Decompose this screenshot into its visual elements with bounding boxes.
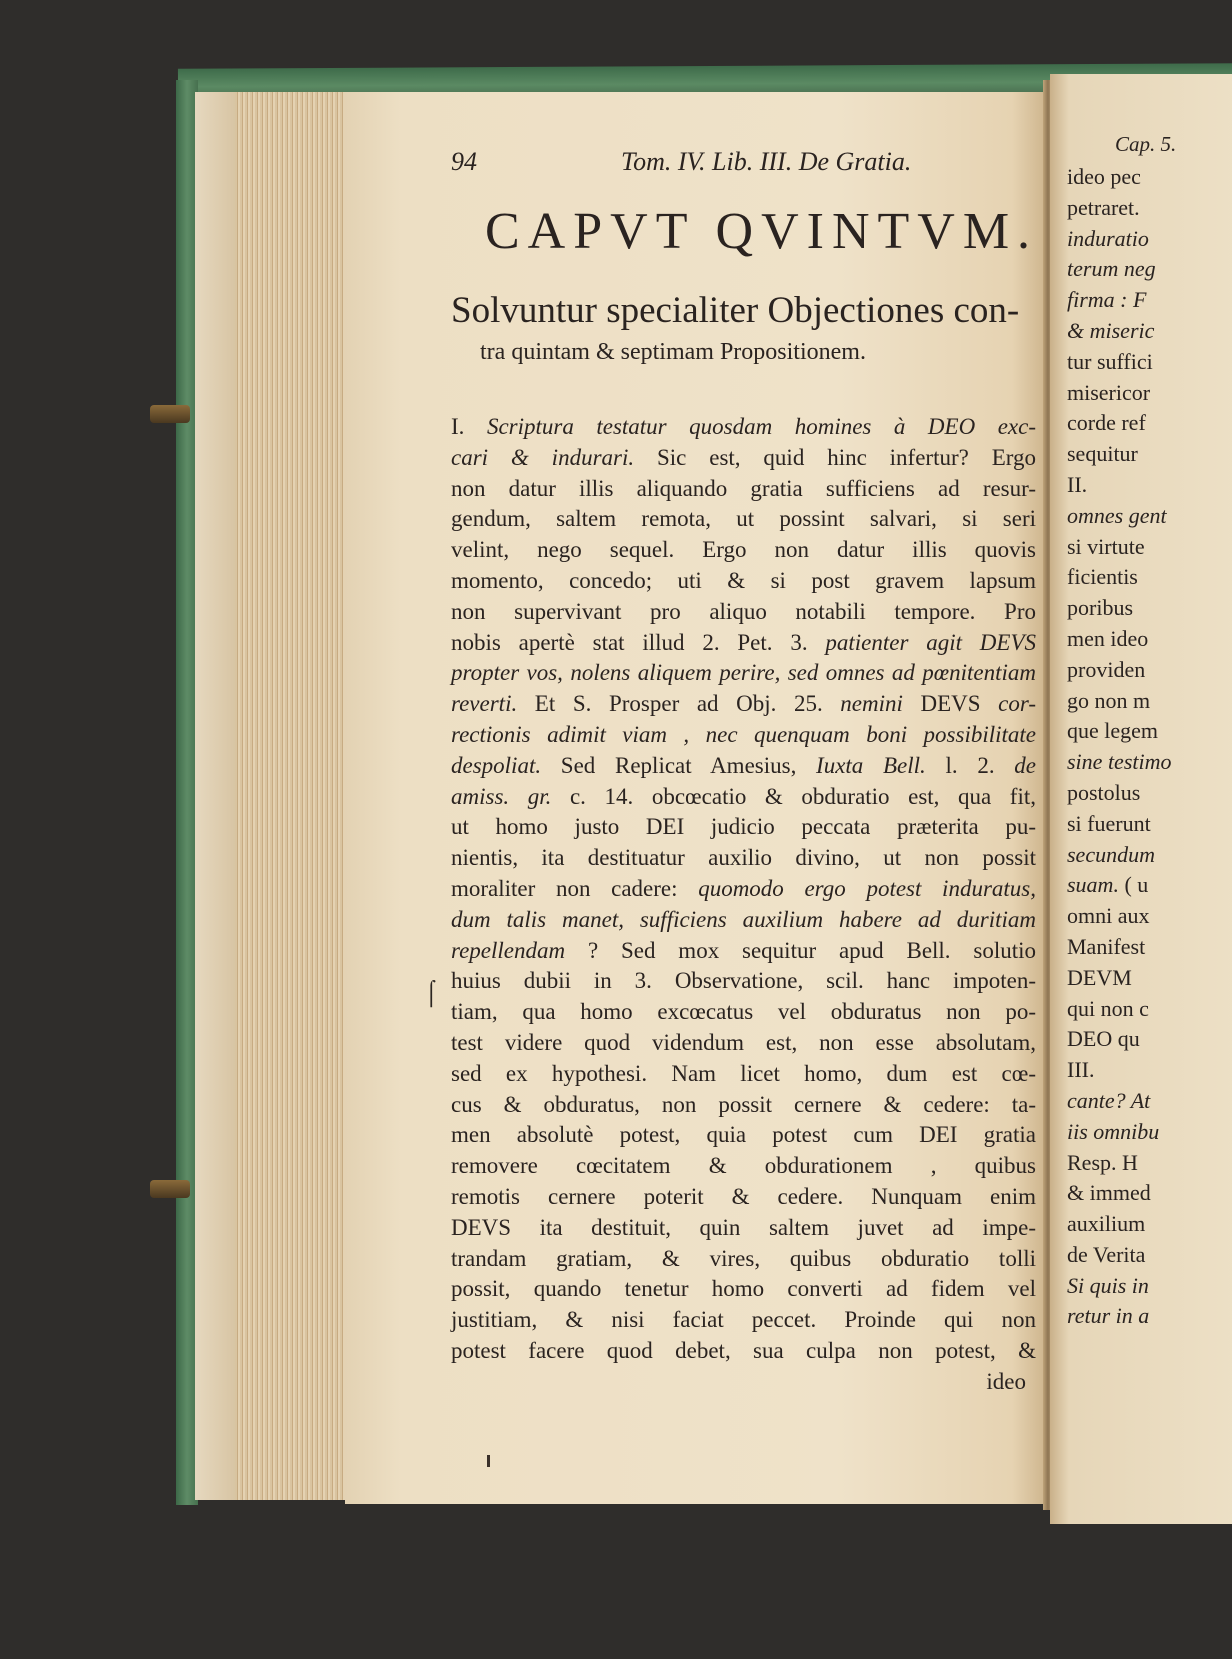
text-line <box>451 843 1036 874</box>
roman-text: omni aux <box>1067 903 1150 929</box>
roman-text: misericor <box>1067 379 1151 405</box>
book-clasp <box>150 405 190 423</box>
text-line <box>451 1274 1036 1305</box>
roman-text: trandam gratiam, & vires, quibus obduratio tolli <box>451 1245 1036 1271</box>
roman-text: momento, concedo; uti & si post gravem lapsum <box>451 567 1036 593</box>
text-line <box>1067 162 1232 193</box>
text-line <box>1067 1271 1232 1302</box>
italic-text: amiss. gr. <box>451 783 552 809</box>
text-line <box>451 535 1036 566</box>
right-page <box>1050 74 1232 1524</box>
roman-text: postolus <box>1067 779 1141 805</box>
roman-text: potest facere quod debet, sua culpa non potest, & <box>451 1337 1036 1363</box>
roman-text: si virtute <box>1067 533 1145 559</box>
text-line <box>1067 408 1232 439</box>
roman-text: providen <box>1067 656 1146 682</box>
text-line <box>1067 1024 1232 1055</box>
roman-text: poribus <box>1067 595 1133 621</box>
text-line <box>451 1120 1036 1151</box>
roman-text: ideo pec <box>1067 164 1141 189</box>
roman-text: non supervivant pro aliquo notabili tempore. Pro <box>451 598 1036 624</box>
roman-text: test videre quod videndum est, non esse absolutam, <box>451 1029 1036 1055</box>
text-line <box>1067 932 1232 963</box>
roman-text: ? Sed mox sequitur apud Bell. solutio <box>565 937 1036 963</box>
italic-text: terum neg <box>1067 256 1156 282</box>
text-line <box>451 597 1036 628</box>
text-line <box>451 874 1036 905</box>
text-line <box>1067 963 1232 994</box>
italic-text: propter vos, nolens aliquem perire, sed omnes ad pœnitentiam <box>451 660 1036 686</box>
italic-text: quomodo ergo potest induratus, <box>698 875 1036 901</box>
left-page <box>345 92 1047 1504</box>
text-line <box>451 628 1036 659</box>
text-line <box>451 936 1036 967</box>
roman-text: moraliter non cadere: <box>451 875 699 901</box>
roman-text: sequitur <box>1067 441 1138 467</box>
text-line <box>1067 778 1232 809</box>
roman-text: huius dubii in 3. Observatione, scil. hanc impoten- <box>451 968 1036 994</box>
text-line <box>451 504 1036 535</box>
italic-text: cante? At <box>1067 1087 1151 1113</box>
italic-text: dum talis manet, sufficiens auxilium habere ad duritiam <box>451 906 1036 932</box>
page-edges <box>195 92 350 1500</box>
running-title: Tom. IV. Lib. III. De Gratia. <box>621 147 912 176</box>
italic-text: omnes gent <box>1067 502 1167 528</box>
roman-text: III. <box>1067 1057 1095 1083</box>
text-line <box>1067 532 1232 563</box>
roman-text: si fuerunt <box>1067 810 1151 836</box>
text-line <box>451 1090 1036 1121</box>
italic-text: patienter agit DEVS <box>825 629 1037 655</box>
roman-text: Sed Replicat Amesius, <box>541 752 817 778</box>
text-line <box>451 412 1036 443</box>
chapter-subtitle-line-2: tra quintam & septimam Propositionem. <box>480 339 866 365</box>
text-line <box>1067 285 1232 316</box>
roman-text: sed ex hypothesi. Nam licet homo, dum est cœ- <box>451 1060 1036 1086</box>
roman-text: velint, nego sequel. Ergo non datur illis quovis <box>451 537 1036 563</box>
italic-text: & miseric <box>1067 317 1155 343</box>
italic-text: reverti. <box>451 691 518 717</box>
italic-text: sine testimo <box>1067 749 1172 775</box>
text-line <box>1067 1301 1232 1332</box>
text-line <box>1067 870 1232 901</box>
roman-text: de Verita <box>1067 1241 1146 1267</box>
roman-text: que legem <box>1067 718 1159 744</box>
text-line <box>1067 470 1232 501</box>
roman-text: DEO qu <box>1067 1026 1140 1052</box>
text-line <box>451 751 1036 782</box>
text-line <box>451 812 1036 843</box>
text-line <box>1067 716 1232 747</box>
text-line <box>1067 316 1232 347</box>
text-line <box>1067 224 1232 255</box>
text-line <box>1067 1117 1232 1148</box>
text-line <box>451 443 1036 474</box>
right-page-text <box>1067 132 1232 1332</box>
right-running-head: Cap. 5. <box>1115 132 1177 156</box>
text-line <box>451 1182 1036 1213</box>
roman-text: l. 2. <box>925 752 1015 778</box>
roman-text: corde ref <box>1067 410 1146 436</box>
text-line <box>451 1336 1036 1367</box>
chapter-title: CAPVT QVINTVM. <box>485 203 1039 260</box>
roman-text: remotis cernere poterit & cedere. Nunquam enim <box>451 1183 1036 1209</box>
roman-text: DEVS ita destituit, quin saltem juvet ad impe- <box>451 1214 1036 1240</box>
text-line <box>451 1059 1036 1090</box>
italic-text: retur in a <box>1067 1303 1150 1329</box>
italic-text: cari & indurari. <box>451 444 635 470</box>
ink-speck <box>487 1455 490 1467</box>
italic-text: iis omnibu <box>1067 1118 1160 1144</box>
text-line <box>1067 901 1232 932</box>
text-line <box>451 1305 1036 1336</box>
roman-text: Manifest <box>1067 933 1146 959</box>
roman-text: go non m <box>1067 687 1151 713</box>
text-line <box>1067 562 1232 593</box>
text-line <box>1067 347 1232 378</box>
text-line <box>1067 1209 1232 1240</box>
roman-text: non datur illis aliquando gratia sufficiens ad resur- <box>451 475 1036 501</box>
italic-text: de <box>1014 752 1036 778</box>
margin-ink-mark: ⌠ <box>424 980 439 1006</box>
roman-text: possit, quando tenetur homo converti ad fidem vel <box>451 1276 1036 1302</box>
italic-text: despoliat. <box>451 752 542 778</box>
text-line <box>451 1028 1036 1059</box>
roman-text: ( u <box>1118 872 1149 898</box>
roman-text: Resp. H <box>1067 1149 1138 1175</box>
text-line <box>1067 747 1232 778</box>
text-line <box>451 658 1036 689</box>
roman-text: petraret. <box>1067 194 1140 220</box>
roman-text: gendum, saltem remota, ut possint salvari, si seri <box>451 506 1036 532</box>
text-line <box>1067 1086 1232 1117</box>
roman-text: tur suffici <box>1067 348 1153 374</box>
text-line <box>1067 624 1232 655</box>
roman-text: c. 14. obcœcatio & obduratio est, qua fit, <box>551 783 1036 809</box>
text-line <box>1067 809 1232 840</box>
roman-text: ficientis <box>1067 564 1138 590</box>
italic-text: Si quis in <box>1067 1272 1149 1298</box>
roman-text: I. <box>451 414 487 439</box>
text-line <box>1067 1148 1232 1179</box>
text-line <box>451 720 1036 751</box>
text-line <box>451 474 1036 505</box>
roman-text: auxilium <box>1067 1211 1146 1237</box>
italic-text: firma : F <box>1067 287 1147 313</box>
text-line <box>451 1244 1036 1275</box>
text-line <box>1067 1240 1232 1271</box>
text-line <box>1067 593 1232 624</box>
chapter-subtitle-line-1: Solvuntur specialiter Objectiones con- <box>451 290 1020 331</box>
text-line <box>451 966 1036 997</box>
roman-text: Et S. Prosper ad Obj. 25. <box>517 691 841 717</box>
text-line <box>1067 1178 1232 1209</box>
italic-text: Iuxta Bell. <box>816 752 926 778</box>
catchword: ideo <box>986 1368 1026 1394</box>
text-line <box>451 566 1036 597</box>
roman-text: men ideo <box>1067 625 1149 651</box>
text-line <box>1067 439 1232 470</box>
italic-text: Scriptura testatur quosdam homines à DEO exc- <box>486 414 1036 439</box>
text-line <box>451 905 1036 936</box>
roman-text: nobis apertè stat illud 2. Pet. 3. <box>451 629 826 655</box>
italic-text: induratio <box>1067 225 1149 251</box>
body-text <box>451 412 1036 1398</box>
roman-text: ut homo justo DEI judicio peccata præterita pu- <box>451 814 1036 840</box>
roman-text: DEVS <box>902 691 999 717</box>
page-number: 94 <box>451 147 477 176</box>
roman-text: II. <box>1067 471 1088 497</box>
roman-text: tiam, qua homo excœcatus vel obduratus non po- <box>451 999 1036 1025</box>
roman-text: cus & obduratus, non possit cernere & cedere: ta- <box>451 1091 1036 1117</box>
roman-text: qui non c <box>1067 995 1149 1021</box>
text-line <box>1067 686 1232 717</box>
text-line <box>1067 840 1232 871</box>
italic-text: cor- <box>998 691 1036 717</box>
italic-text: repellendam <box>451 937 566 963</box>
roman-text: removere cœcitatem & obdurationem , quibus <box>451 1153 1036 1179</box>
text-line <box>1067 994 1232 1025</box>
text-line <box>1067 655 1232 686</box>
text-line <box>451 1213 1036 1244</box>
text-line <box>451 1151 1036 1182</box>
roman-text: Sic est, quid hinc infertur? Ergo <box>634 444 1036 470</box>
text-line <box>451 997 1036 1028</box>
italic-text: rectionis adimit viam , nec quenquam boni possibilitate <box>451 721 1036 747</box>
text-line <box>451 782 1036 813</box>
roman-text: DEVM <box>1067 964 1132 990</box>
roman-text: justitiam, & nisi faciat peccet. Proinde qui non <box>451 1307 1036 1333</box>
roman-text: & immed <box>1067 1180 1151 1206</box>
text-line <box>1067 193 1232 224</box>
italic-text: suam. <box>1067 872 1119 898</box>
italic-text: secundum <box>1067 841 1155 867</box>
italic-text: nemini <box>840 691 903 717</box>
text-line <box>1067 1055 1232 1086</box>
roman-text: men absolutè potest, quia potest cum DEI gratia <box>451 1122 1036 1148</box>
book-clasp <box>150 1180 190 1198</box>
roman-text: nientis, ita destituatur auxilio divino, ut non possit <box>451 845 1036 871</box>
text-line <box>1067 501 1232 532</box>
text-line <box>1067 254 1232 285</box>
text-line <box>451 689 1036 720</box>
text-line <box>1067 378 1232 409</box>
